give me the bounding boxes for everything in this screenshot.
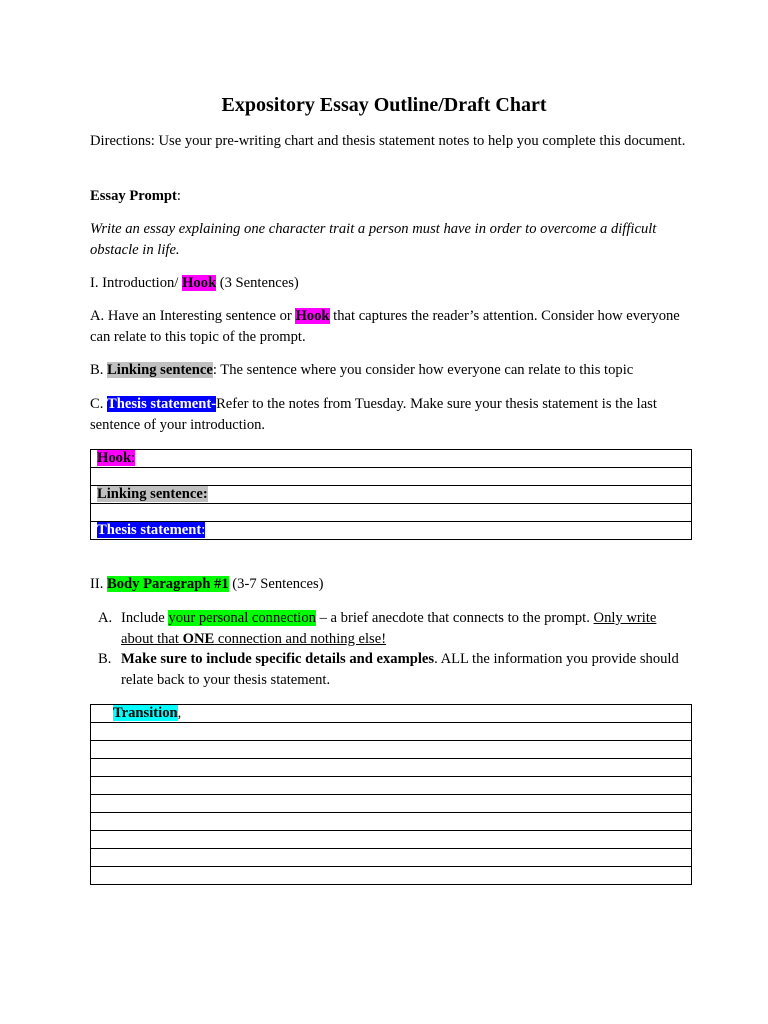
table-row: [91, 813, 692, 831]
transition-cell-comma: ,: [177, 705, 182, 721]
body1-table: [90, 704, 692, 885]
intro-c-prefix: C.: [90, 396, 108, 412]
essay-prompt-text: [90, 219, 690, 261]
list-marker-a: A.: [98, 610, 113, 626]
body1-a-underline-2: connection and nothing else!: [214, 630, 387, 647]
body1-heading-label: Body Paragraph #1: [107, 576, 229, 592]
hook-cell-colon: :: [131, 450, 136, 466]
body-line-cell[interactable]: [91, 849, 692, 867]
intro-table: [90, 449, 692, 540]
table-row: [91, 759, 692, 777]
table-row: [91, 486, 692, 504]
body-line-cell[interactable]: [91, 741, 692, 759]
intro-a-hook: Hook: [295, 308, 330, 324]
intro-a-prefix: A. Have an Interesting sentence or: [90, 308, 296, 324]
body1-a-highlight: your personal connection: [168, 610, 316, 626]
thesis-cell-colon: :: [201, 522, 206, 538]
intro-item-c: [90, 394, 690, 436]
body1-heading-prefix: II.: [90, 576, 108, 592]
transition-cell[interactable]: [91, 705, 692, 723]
intro-b-suffix: : The sentence where you consider how everyone can relate to this topic: [212, 362, 634, 378]
table-row: [91, 504, 692, 522]
intro-heading-prefix: I. Introduction/: [90, 275, 183, 291]
body1-heading: [90, 574, 690, 595]
intro-b-label: Linking sentence: [107, 362, 213, 378]
body1-b-bold: Make sure to include specific details and examples: [121, 651, 435, 667]
hook-cell-label: Hook: [97, 450, 132, 466]
intro-item-b: [90, 360, 690, 381]
transition-cell-label: Transition: [113, 705, 178, 721]
table-row: [91, 849, 692, 867]
hook-answer-cell[interactable]: [91, 468, 692, 486]
body1-a-prefix: Include: [121, 610, 169, 626]
intro-a-suffix: that captures the reader’s attention. Consider how everyone can relate to this topic of the prompt.: [90, 308, 680, 345]
body-line-cell[interactable]: [91, 723, 692, 741]
body1-item-b: [98, 649, 688, 690]
body1-a-middle: – a brief anecdote that connects to the prompt.: [315, 610, 594, 626]
essay-prompt-label: Essay Prompt: [90, 188, 177, 204]
table-row: [91, 723, 692, 741]
essay-prompt-colon: :: [176, 188, 181, 204]
intro-c-label: Thesis statement-: [107, 396, 217, 412]
intro-item-a: [90, 306, 690, 348]
body1-heading-suffix: (3-7 Sentences): [228, 576, 324, 592]
body-line-cell[interactable]: [91, 831, 692, 849]
table-row: [91, 777, 692, 795]
body-line-cell[interactable]: [91, 795, 692, 813]
table-row: [91, 450, 692, 468]
hook-cell[interactable]: [91, 450, 692, 468]
body1-a-underline-1: Only write about that: [121, 610, 657, 647]
intro-b-prefix: B.: [90, 362, 108, 378]
intro-heading-suffix: (3 Sentences): [216, 275, 299, 291]
thesis-cell-label: Thesis statement: [97, 522, 202, 538]
directions-text: Directions: Use your pre-writing chart and thesis statement notes to help you complete this document.: [90, 133, 686, 149]
body1-item-a: [98, 608, 688, 649]
table-row: [91, 831, 692, 849]
linking-answer-cell[interactable]: [91, 504, 692, 522]
thesis-cell[interactable]: [91, 522, 692, 540]
body1-a-underline-bold: ONE: [182, 630, 215, 647]
body-line-cell[interactable]: [91, 813, 692, 831]
intro-heading: [90, 273, 690, 294]
table-row: [91, 741, 692, 759]
body-line-cell[interactable]: [91, 777, 692, 795]
table-row: [91, 522, 692, 540]
body-line-cell[interactable]: [91, 759, 692, 777]
intro-c-suffix: Refer to the notes from Tuesday. Make sure your thesis statement is the last sentence of your introduction.: [90, 396, 657, 433]
body-line-cell[interactable]: [91, 867, 692, 885]
table-row: [91, 795, 692, 813]
list-marker-b: B.: [98, 651, 112, 667]
body1-b-suffix: . ALL the information you provide should relate back to your thesis statement.: [121, 651, 679, 688]
table-row: [91, 705, 692, 723]
table-row: [91, 867, 692, 885]
page-title: Expository Essay Outline/Draft Chart: [221, 94, 547, 116]
table-row: [91, 468, 692, 486]
linking-cell-label: Linking sentence:: [97, 486, 208, 502]
essay-prompt-italic: Write an essay explaining one character trait a person must have in order to overcome a difficult obstacle in life.: [90, 221, 657, 258]
intro-heading-hook: Hook: [182, 275, 217, 291]
linking-cell[interactable]: [91, 486, 692, 504]
essay-prompt-heading: [90, 186, 690, 207]
